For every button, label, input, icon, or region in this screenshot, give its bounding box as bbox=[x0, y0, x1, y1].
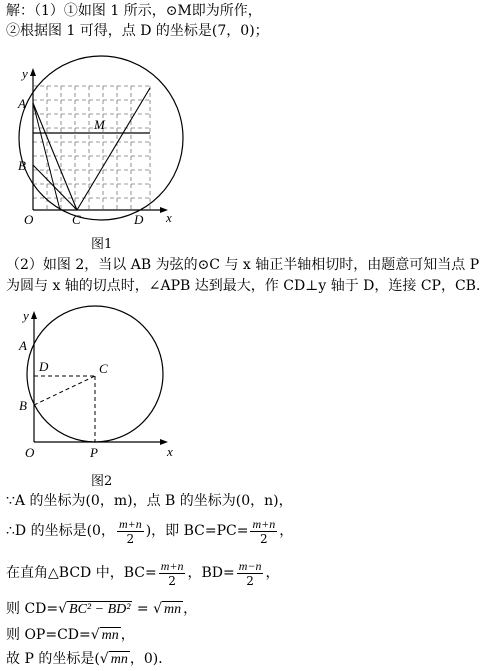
part1-line1: 解：（1）①如图 1 所示，⊙M即为所作， bbox=[6, 3, 262, 19]
fig1-segment-ac bbox=[33, 103, 77, 210]
radical-mn: mn bbox=[164, 602, 182, 617]
fig2-label-y: y bbox=[23, 308, 29, 323]
fig1-grid bbox=[33, 86, 150, 210]
fig1-label-b: B bbox=[18, 158, 26, 173]
p-coords-line: 故 P 的坐标是(√ mn ，0)． bbox=[6, 651, 173, 667]
fig1-label-o: O bbox=[24, 212, 34, 227]
fig1-y-arrow bbox=[30, 68, 36, 76]
figure-2-caption: 图2 bbox=[91, 474, 113, 489]
fig1-label-a: A bbox=[18, 96, 26, 111]
fig2-label-c: C bbox=[99, 361, 108, 376]
part2-line2: 为圆与 x 轴的切点时，∠APB 达到最大，作 CD⊥y 轴于 D，连接 CP，CB． bbox=[6, 278, 490, 294]
figure-1-caption: 图1 bbox=[91, 237, 113, 252]
fig2-segment-bc bbox=[34, 376, 95, 405]
fig1-label-c: C bbox=[72, 212, 81, 227]
fig1-label-m: M bbox=[94, 117, 105, 132]
part2-line1: （2）如图 2，当以 AB 为弦的⊙C 与 x 轴正半轴相切时，由题意可知当点 P bbox=[6, 257, 480, 273]
op-line: 则 OP=CD=√ mn ， bbox=[6, 627, 135, 643]
cd-line: 则 CD=√ BC² − BD² = √ mn ， bbox=[6, 601, 198, 617]
fig2-label-o: O bbox=[25, 445, 35, 460]
d-coords-line: ∴D 的坐标是(0， $\frac{m+n}{2}$ )，即 BC=PC= $\frac{m+n}{2}$ ， bbox=[6, 516, 294, 546]
radical-bc2-bd2: BC² − BD² bbox=[69, 602, 131, 617]
fig1-circle-m bbox=[19, 56, 183, 220]
part1-line2: ②根据图 1 可得，点 D 的坐标是(7，0)； bbox=[6, 23, 269, 39]
radical-mn: mn bbox=[101, 628, 119, 643]
coords-line: ∵A 的坐标为(0，m)，点 B 的坐标为(0，n)， bbox=[6, 493, 293, 509]
fig1-segment-bc bbox=[33, 165, 77, 210]
right-triangle-line: 在直角△BCD 中，BC= $\frac{m+n}{2}$ ，BD= $\frac{m-n}{2}$ ， bbox=[6, 558, 280, 588]
fraction-m-plus-n-over-2: $\frac{m+n}{2}$ bbox=[160, 558, 184, 588]
fig1-label-y: y bbox=[22, 66, 28, 81]
fig1-label-d: D bbox=[134, 212, 144, 227]
fig2-label-x: x bbox=[167, 444, 173, 459]
fig1-segment-a-c2 bbox=[33, 103, 60, 210]
radical-mn: mn bbox=[110, 652, 128, 667]
fig2-label-p: P bbox=[90, 445, 98, 460]
fig2-label-b: B bbox=[19, 398, 27, 413]
fraction-m-minus-n-over-2: $\frac{m-n}{2}$ bbox=[238, 558, 262, 588]
fig1-label-x: x bbox=[166, 210, 172, 225]
fig2-y-arrow bbox=[31, 311, 37, 319]
fraction-m-plus-n-over-2: $\frac{m+n}{2}$ bbox=[252, 516, 276, 546]
fig2-label-a: A bbox=[19, 338, 27, 353]
fraction-m-plus-n-over-2: $\frac{m+n}{2}$ bbox=[118, 516, 142, 546]
fig2-label-d: D bbox=[39, 359, 49, 374]
fig1-segment-c-diag bbox=[77, 88, 150, 210]
